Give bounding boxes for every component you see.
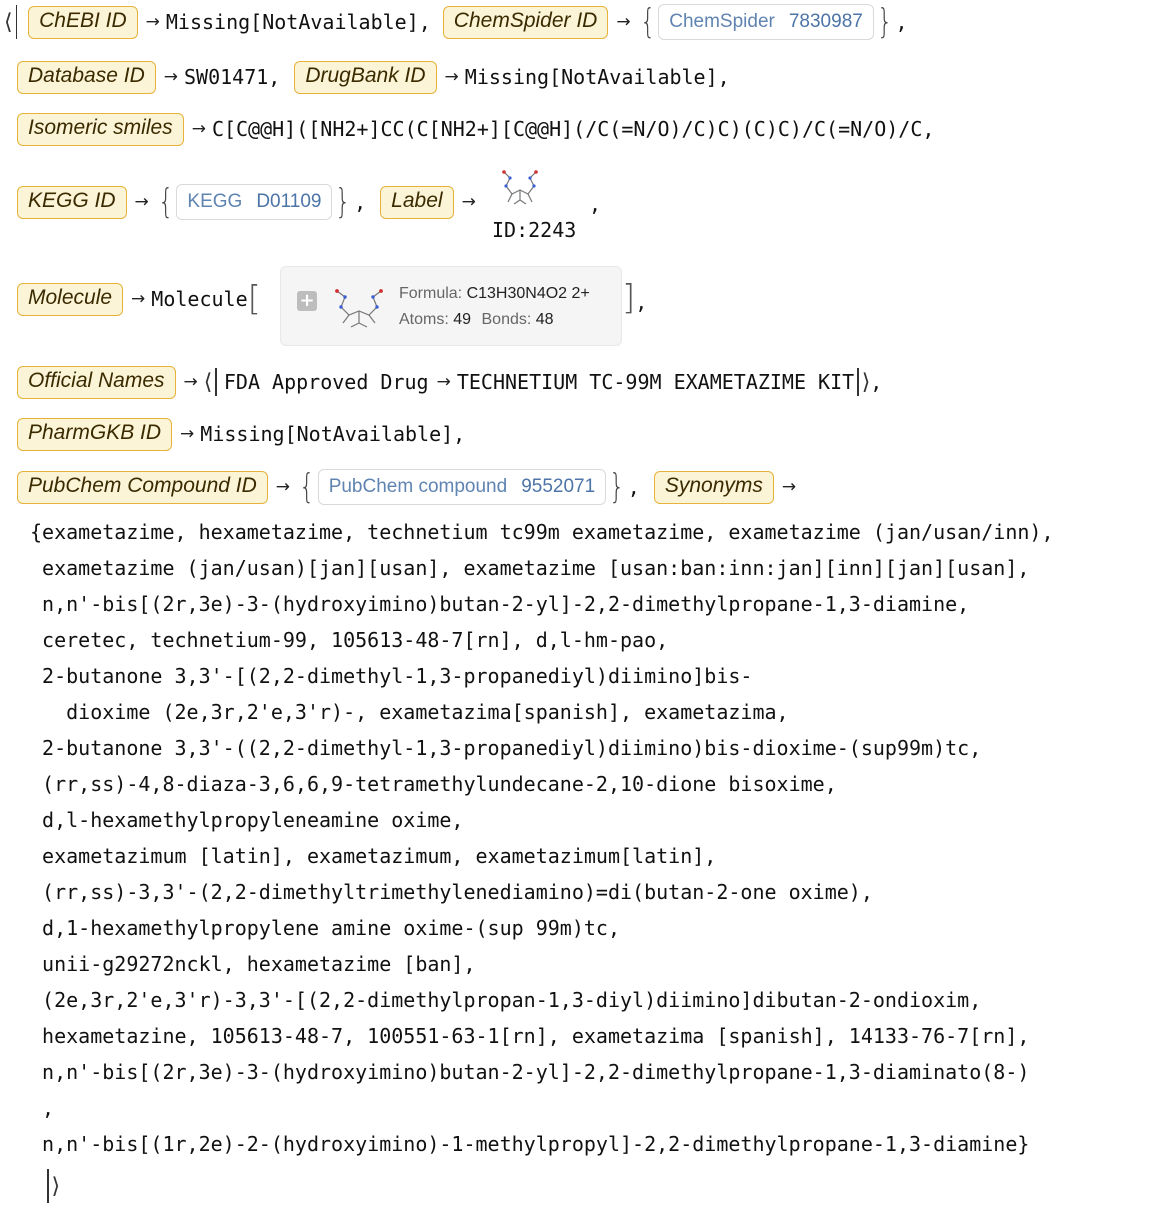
key-isomeric-smiles[interactable]: Isomeric smiles [17, 113, 184, 146]
association-bar [16, 5, 18, 39]
synonym-line: d,1-hexamethylpropylene amine oxime-(sup 99m)tc, [30, 916, 621, 940]
association-close [44, 1168, 60, 1204]
row-official-names [17, 364, 882, 400]
label-molecule-thumbnail[interactable] [492, 164, 552, 212]
synonym-line: d,l-hexamethylpropyleneamine oxime, [30, 808, 464, 832]
synonym-line: hexametazine, 105613-48-7, 100551-63-1[rn], exametazima [spanish], 14133-76-7[rn], [30, 1024, 1030, 1048]
synonym-line: {exametazime, hexametazime, technetium tc99m exametazime, exametazime (jan/usan/inn), [30, 520, 1054, 544]
list-open-brace: { [158, 182, 174, 222]
separator-comma: , [870, 370, 883, 394]
value-drugbank-id: Missing[NotAvailable], [464, 65, 730, 89]
separator-comma: , [589, 192, 602, 216]
separator-comma: , [418, 10, 431, 34]
row-chebi-chemspider [4, 4, 908, 40]
key-database-id[interactable]: Database ID [17, 61, 156, 94]
value-isomeric-smiles: C[C@@H]([NH2+]CC(C[NH2+][C@@H](/C(=N/O)/C)C)(C)C)/C(=N/O)/C, [211, 117, 935, 141]
row-isomeric-smiles [17, 111, 934, 147]
molecule-structure-icon [329, 277, 389, 333]
atoms-label: Atoms: [399, 311, 449, 328]
rule-arrow: → [163, 67, 178, 87]
rule-arrow: → [183, 372, 198, 392]
entity-type-label: KEGG [187, 191, 243, 212]
entity-chemspider[interactable] [658, 4, 874, 40]
synonym-line: n,n'-bis[(2r,3e)-3-(hydroxyimino)butan-2-yl]-2,2-dimethylpropane-1,3-diamine, [30, 592, 970, 616]
molecule-head: Molecule [151, 287, 248, 311]
synonym-line: unii-g29272nckl, hexametazime [ban], [30, 952, 476, 976]
association-open-bracket: ⟨ [4, 9, 13, 35]
expand-plus-icon[interactable]: + [297, 291, 317, 311]
molecule-open-bracket: [ [247, 279, 261, 319]
value-database-id: SW01471, [183, 65, 281, 89]
molecule-structure-icon [492, 164, 552, 212]
synonym-line: 2-butanone 3,3'-((2,2-dimethyl-1,3-propanediyl)diimino)bis-dioxime-(sup99m)tc, [30, 736, 982, 760]
synonym-line: (rr,ss)-4,8-diaza-3,6,6,9-tetramethylundecane-2,10-dione bisoxime, [30, 772, 837, 796]
rule-arrow: → [781, 477, 797, 497]
association-close-bracket: ⟩ [51, 1173, 61, 1199]
synonym-line: ceretec, technetium-99, 105613-48-7[rn], d,l-hm-pao, [30, 628, 669, 652]
bonds-value: 48 [535, 311, 554, 328]
atoms-value: 49 [453, 311, 472, 328]
synonym-line: exametazimum [latin], exametazimum, exametazimum[latin], [30, 844, 717, 868]
separator-comma: , [627, 475, 640, 499]
key-kegg-id[interactable]: KEGG ID [17, 186, 127, 219]
synonym-line: n,n'-bis[(1r,2e)-2-(hydroxyimino)-1-methylpropyl]-2,2-dimethylpropane-1,3-diamine} [30, 1132, 1030, 1156]
formula-label: Formula: [399, 285, 463, 302]
entity-kegg[interactable] [176, 184, 332, 220]
entity-id-label: 7830987 [788, 11, 863, 32]
association-open-bracket: ⟨ [203, 369, 213, 395]
value-chebi-id: Missing[NotAvailable] [165, 10, 419, 34]
official-name-value: TECHNETIUM TC-99M EXAMETAZIME KIT [456, 370, 855, 394]
rule-arrow: → [191, 119, 206, 139]
list-close-brace: } [609, 467, 625, 507]
molecule-info [399, 281, 590, 333]
rule-arrow: → [131, 289, 146, 309]
key-chebi-id[interactable]: ChEBI ID [28, 6, 138, 39]
row-database-drugbank [17, 59, 730, 95]
key-pharmgkb-id[interactable]: PharmGKB ID [17, 418, 172, 451]
rule-arrow: → [180, 424, 195, 444]
separator-comma: , [895, 10, 908, 34]
rule-arrow: → [461, 192, 476, 212]
rule-arrow: → [145, 12, 160, 32]
rule-arrow: → [134, 192, 149, 212]
synonym-line: exametazime (jan/usan)[jan][usan], exametazime [usan:ban:inn:jan][inn][jan][usan], [30, 556, 1030, 580]
synonym-line: dioxime (2e,3r,2'e,3'r)-, exametazima[spanish], exametazima, [30, 700, 789, 724]
molecule-close-bracket: ] [622, 278, 636, 318]
value-pharmgkb-id: Missing[NotAvailable], [200, 422, 466, 446]
key-label[interactable]: Label [380, 186, 453, 219]
list-close-brace: } [335, 182, 351, 222]
rule-arrow: → [275, 477, 291, 497]
synonym-line: (2e,3r,2'e,3'r)-3,3'-[(2,2-dimethylpropan-1,3-diyl)diimino]dibutan-2-ondioxim, [30, 988, 982, 1012]
entity-type-label: ChemSpider [669, 11, 775, 32]
key-synonyms[interactable]: Synonyms [654, 471, 774, 504]
rule-arrow: → [436, 372, 451, 392]
row-pharmgkb [17, 416, 465, 452]
association-bar [857, 368, 859, 396]
association-bar [47, 1169, 49, 1203]
bonds-label: Bonds: [481, 311, 532, 328]
association-close-bracket: ⟩ [861, 369, 871, 395]
entity-pubchem-compound[interactable] [318, 469, 606, 505]
official-name-key: FDA Approved Drug [223, 370, 429, 394]
rule-arrow: → [616, 12, 631, 32]
key-chemspider-id[interactable]: ChemSpider ID [443, 6, 609, 39]
separator-comma: , [354, 190, 367, 214]
key-drugbank-id[interactable]: DrugBank ID [294, 61, 436, 94]
entity-id-label: 9552071 [521, 476, 596, 497]
association-bar [215, 368, 217, 396]
entity-type-label: PubChem compound [328, 476, 508, 497]
formula-value: C13H30N4O2 2+ [466, 285, 590, 302]
list-open-brace: { [639, 2, 656, 42]
synonym-line: , [30, 1096, 55, 1120]
key-pubchem-compound-id[interactable]: PubChem Compound ID [17, 471, 268, 504]
molecule-summary-box[interactable] [280, 266, 622, 346]
synonym-line: (rr,ss)-3,3'-(2,2-dimethyltrimethylenediamino)=di(butan-2-one oxime), [30, 880, 873, 904]
molecule-close [622, 278, 647, 318]
synonym-line: 2-butanone 3,3'-[(2,2-dimethyl-1,3-propanediyl)diimino]bis- [30, 664, 753, 688]
list-close-brace: } [877, 2, 893, 42]
row-pubchem-synonyms [17, 469, 802, 505]
key-molecule[interactable]: Molecule [17, 283, 123, 316]
separator-comma: , [635, 290, 648, 314]
row-molecule [17, 281, 261, 317]
label-caption: ID:2243 [492, 218, 577, 242]
row-kegg-label [17, 184, 482, 220]
key-official-names[interactable]: Official Names [17, 366, 176, 399]
rule-arrow: → [444, 67, 459, 87]
entity-id-label: D01109 [256, 191, 322, 212]
synonym-line: n,n'-bis[(2r,3e)-3-(hydroxyimino)butan-2-yl]-2,2-dimethylpropane-1,3-diaminato(8-) [30, 1060, 1030, 1084]
list-open-brace: { [299, 467, 315, 507]
